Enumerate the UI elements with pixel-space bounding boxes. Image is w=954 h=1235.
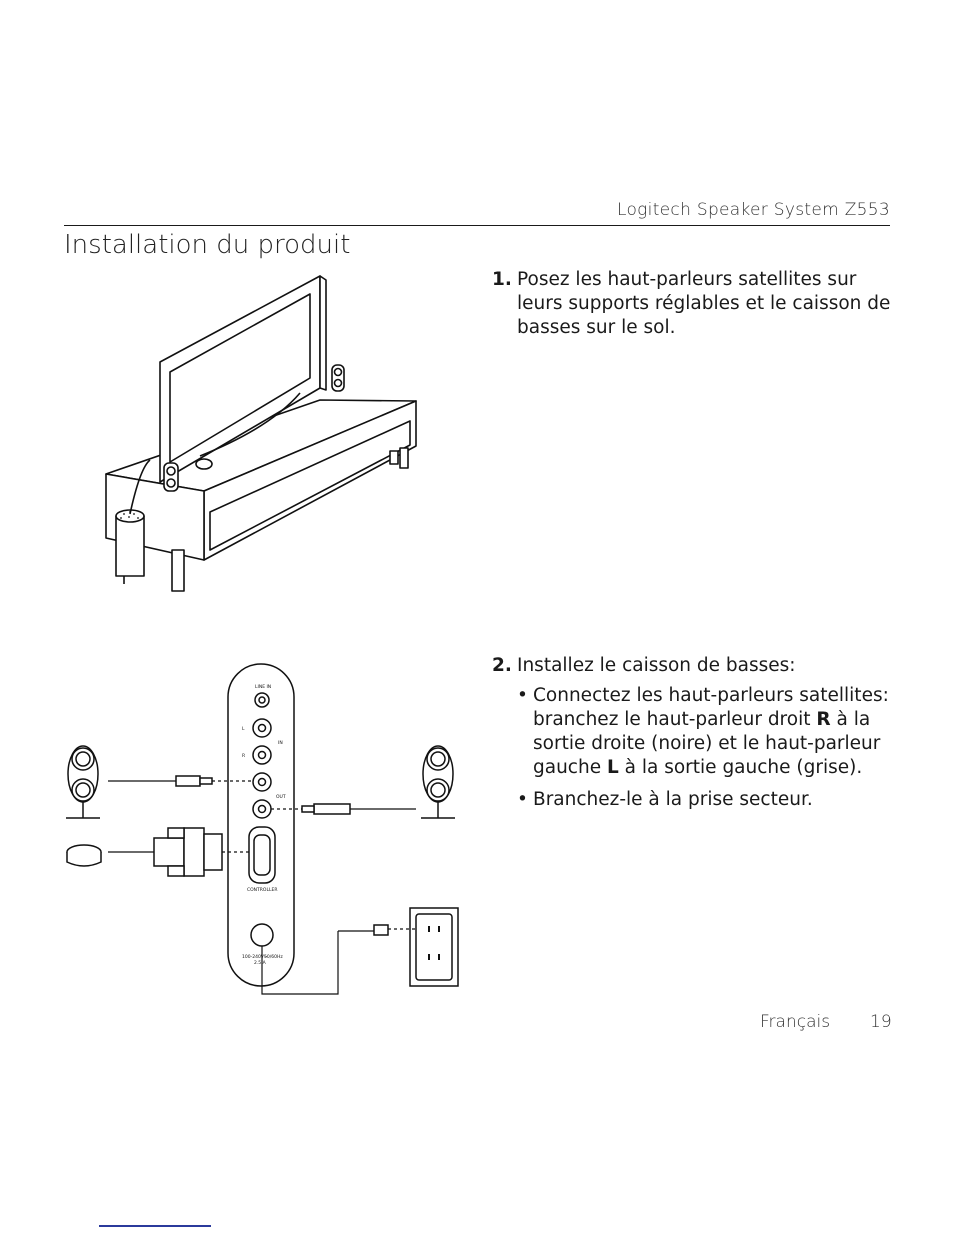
document-header-title: Logitech Speaker System Z553 [617,200,890,220]
footer-language: Français [760,1012,831,1032]
panel-label-r: R [242,754,246,759]
step-2-text: Installez le caisson de basses: [517,655,796,676]
panel-label-controller: CONTROLLER [247,888,278,893]
panel-label-in: IN [278,741,283,746]
panel-label-power-sub: 2.5 A [254,961,266,966]
step-1-text: Posez les haut-parleurs satellites sur leurs supports réglables et le caisson de basses sur le sol. [517,269,891,338]
connection-diagram [56,662,466,1002]
page-title: Installation du produit [64,230,351,260]
panel-label-power-right: 50/60Hz [264,955,283,960]
panel-label-out: OUT [276,795,286,800]
footer-page-number: 19 [870,1012,892,1032]
step-2-bullets [517,684,892,812]
setup-illustration [100,268,430,598]
header-rule [64,225,890,226]
panel-label-power-left: 100-240V~ [242,955,268,960]
panel-label-l: L [242,727,245,732]
bullet-connect-satellites: • Connectez les haut-parleurs satellites: branchez le haut-parleur droit R à la sortie droite (noire) et le haut-parleur gauche L à la sortie gauche (grise). [517,684,892,780]
bottom-link-underline[interactable] [99,1225,211,1227]
step-2 [492,654,892,820]
bullet-plug-power: • Branchez-le à la prise secteur. [517,788,892,812]
step-1 [492,268,892,340]
panel-label-line-in: LINE IN [255,685,272,690]
step-1-number: 1. [492,269,512,290]
step-2-number: 2. [492,655,512,676]
